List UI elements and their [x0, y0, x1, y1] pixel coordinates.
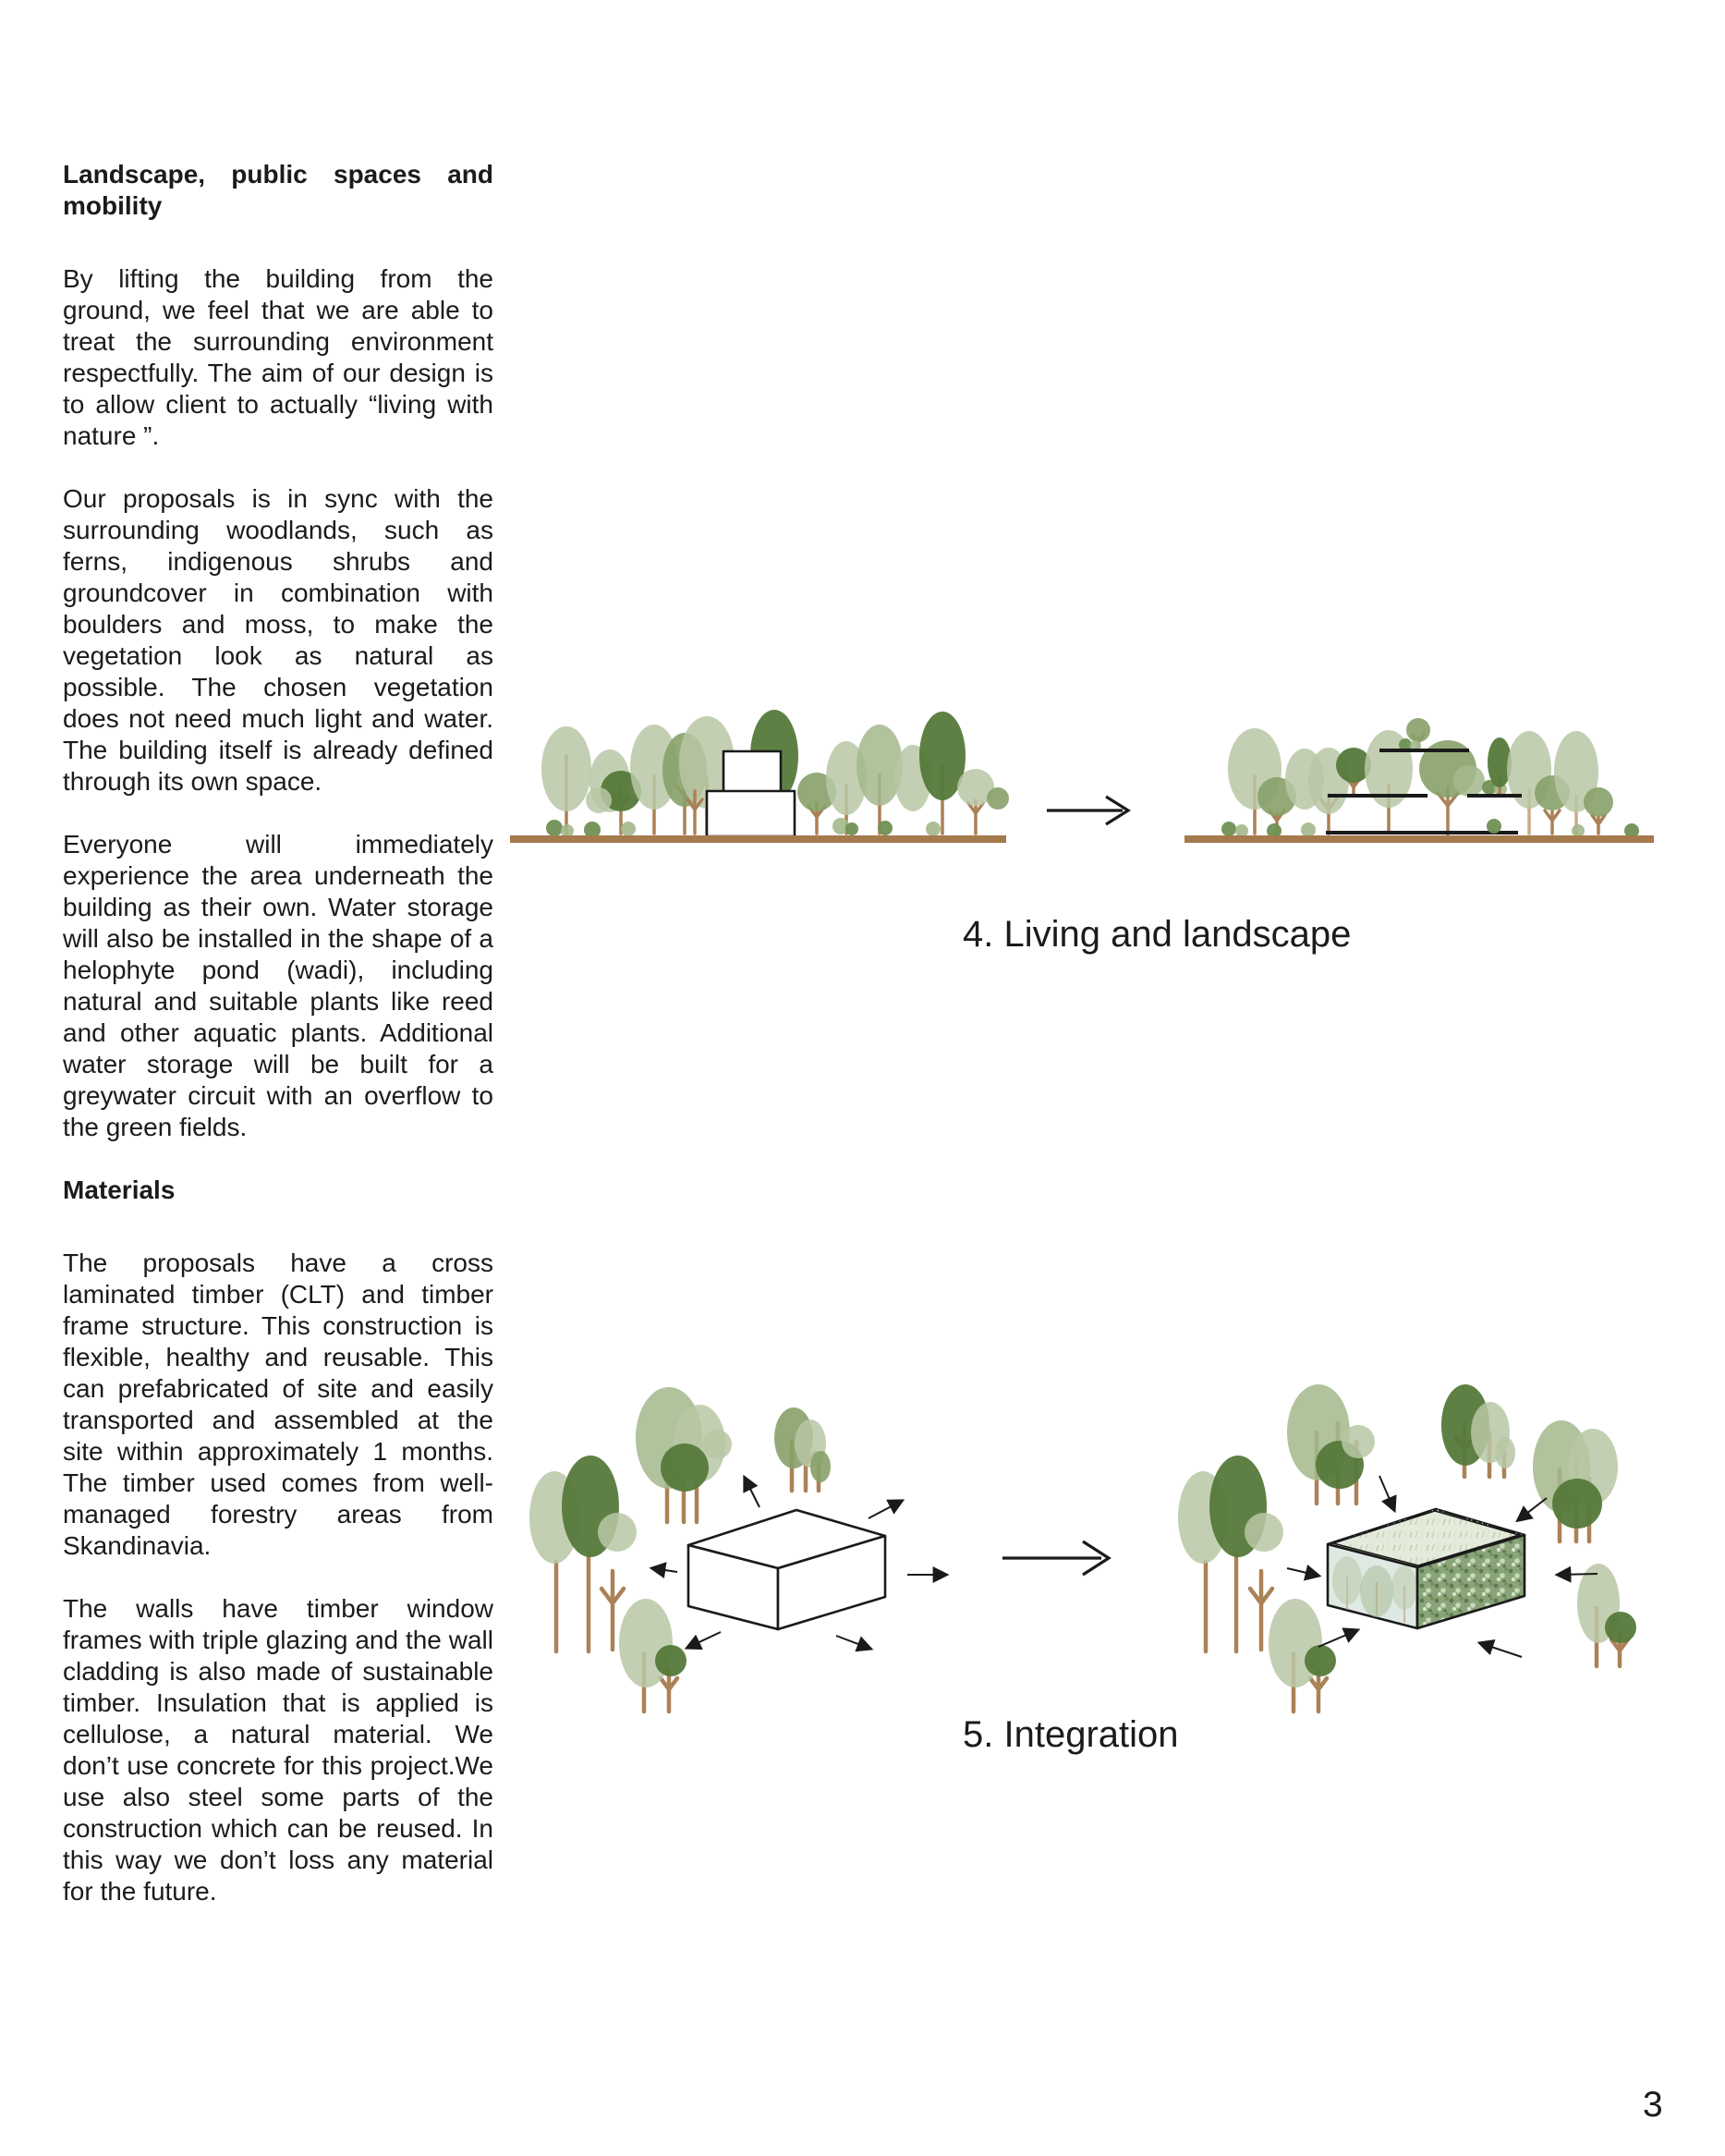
paragraph: Our proposals is in sync with the surrounding woodlands, such as ferns, indigenous shrubs and groundcover in combination with boulders and moss, to make the vegetation look as natural as possible. The chosen vegetation does not need much light and water. The building itself is already defined through its own space.: [63, 484, 493, 796]
section-heading: Landscape, public spaces and mobility: [63, 160, 493, 220]
tree-canopy: [1453, 765, 1485, 797]
section-materials: [63, 1175, 493, 1907]
tree-trunk-branches: [1592, 815, 1605, 834]
section-landscape: [63, 159, 493, 1143]
transition-arrow-icon: [1002, 1541, 1109, 1575]
paragraph: By lifting the building from the ground, we feel that we are able to treat the surrounding environment respectfully. The aim of our design is to allow client to actually “living with nature ”.: [63, 264, 493, 450]
tree-canopy: [586, 787, 612, 813]
integration-before-scene: [529, 1387, 946, 1711]
paragraph: Everyone will immediately experience the area underneath the building as their own. Water storage will also be installed in the shape of a helophyte pond (wadi), including natural and suitable plants like reed and other aquatic plants. Additional water storage will be built for a greywater circuit with an overflow to the green fields.: [63, 830, 493, 1141]
building-box-3d: [688, 1510, 885, 1629]
ground-line: [510, 835, 1006, 843]
tree-cluster-top-right: [1441, 1384, 1515, 1477]
forest-before-scene: [510, 710, 1009, 843]
integration-after-scene: [1178, 1384, 1636, 1711]
glass-face-tree-silhouettes: [1332, 1556, 1417, 1623]
tree-cluster-top: [1287, 1384, 1375, 1504]
tree-canopy: [856, 725, 903, 806]
tree-cluster-top-right: [774, 1407, 831, 1491]
tree-cluster-left: [529, 1456, 637, 1651]
text-column: [63, 159, 493, 1939]
tree-canopy: [987, 787, 1009, 810]
tree-cluster-left: [1178, 1456, 1283, 1651]
section-heading: Materials: [63, 1175, 176, 1204]
green-building-box-3d: [1328, 1509, 1525, 1628]
building-upper-volume: [723, 751, 781, 793]
tree-canopy: [1584, 787, 1613, 817]
page-number: 3: [1643, 2085, 1663, 2125]
figure-integration: [517, 1366, 1719, 1754]
ground-line: [1184, 835, 1654, 843]
figure-living-landscape: [499, 707, 1663, 855]
tree-cluster-right: [1533, 1420, 1618, 1541]
forest-after-scene: [1184, 718, 1654, 843]
figure-caption: 5. Integration: [963, 1714, 1179, 1755]
tree-cluster-bottom: [1269, 1599, 1336, 1711]
figure-caption: 4. Living and landscape: [963, 914, 1352, 955]
transition-arrow-icon: [1047, 797, 1128, 824]
tree-cluster-bottom-left: [619, 1599, 686, 1711]
tree-cluster-top-left: [636, 1387, 732, 1522]
tree-canopy: [541, 726, 591, 811]
tree-canopy: [1406, 718, 1430, 742]
tree-trunk-branches: [1545, 810, 1560, 834]
paragraph: The walls have timber window frames with triple glazing and the wall cladding is also made of sustainable timber. Insulation that is applied is cellulose, a natural material. We don’t use concrete for this project.We use also steel some parts of the construction which can be reused. In this way we don’t loss any material for the future.: [63, 1594, 493, 1906]
tree-cluster-bottom-right: [1577, 1564, 1636, 1666]
paragraph: The proposals have a cross laminated timber (CLT) and timber frame structure. This construction is flexible, healthy and reusable. This can prefabricated of site and easily transported and assembled at the site within approximately 1 months. The timber used comes from well-managed forestry areas from Skandinavia.: [63, 1249, 493, 1560]
building-lower-volume: [707, 791, 795, 836]
